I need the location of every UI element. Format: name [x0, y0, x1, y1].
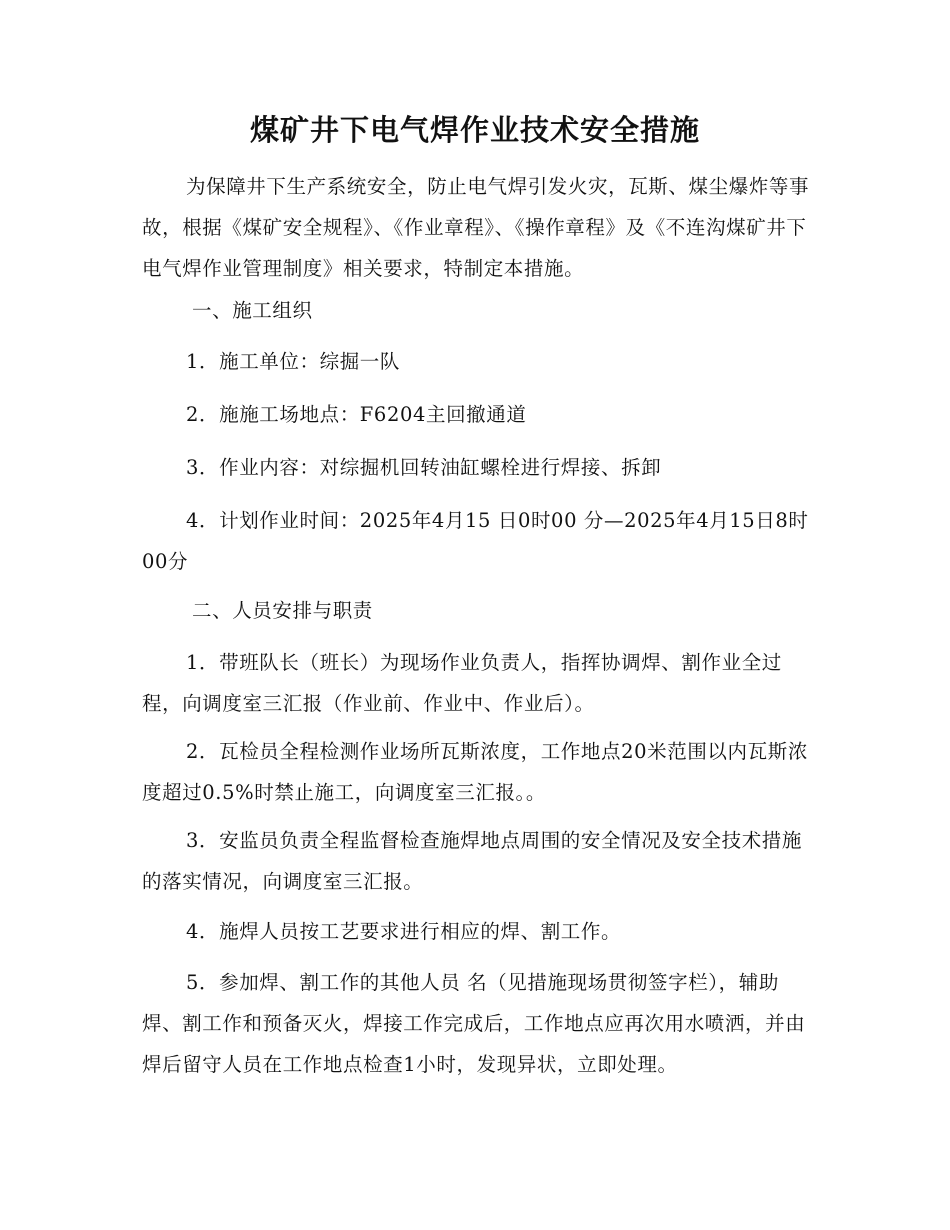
list-item: 2．瓦检员全程检测作业场所瓦斯浓度，工作地点20米范围以内瓦斯浓度超过0.5%时禁止施工，向调度室三汇报。。 [142, 740, 808, 804]
list-item: 2．施施工场地点：F6204主回撤通道 [186, 403, 527, 426]
document-title: 煤矿井下电气焊作业技术安全措施 [249, 113, 700, 147]
list-item: 3．安监员负责全程监督检查施焊地点周围的安全情况及安全技术措施的落实情况，向调度室三汇报。 [142, 829, 803, 893]
list-item: 4．计划作业时间：2025年4月15 日0时00 分—2025年4月15日8时00分 [142, 509, 809, 573]
list-item: 4．施焊人员按工艺要求进行相应的焊、割工作。 [186, 920, 622, 943]
intro-paragraph: 为保障井下生产系统安全，防止电气焊引发火灾，瓦斯、煤尘爆炸等事故，根据《煤矿安全规程》、《作业章程》、《操作章程》及《不连沟煤矿井下电气焊作业管理制度》相关要求，特制定本措施。 [142, 175, 810, 280]
section-heading-personnel: 二、人员安排与职责 [192, 599, 373, 622]
section-heading-organization: 一、施工组织 [192, 299, 313, 322]
list-item: 1．施工单位：综掘一队 [186, 350, 401, 373]
list-item: 1．带班队长（班长）为现场作业负责人，指挥协调焊、割作业全过程，向调度室三汇报（作业前、作业中、作业后）。 [142, 651, 782, 715]
list-item: 5．参加焊、割工作的其他人员 名（见措施现场贯彻签字栏），辅助焊、割工作和预备灭火，焊接工作完成后，工作地点应再次用水喷洒，并由焊后留守人员在工作地点检查1小时，发现异状，立即处理。 [142, 971, 806, 1076]
list-item: 3．作业内容：对综掘机回转油缸螺栓进行焊接、拆卸 [186, 456, 662, 479]
